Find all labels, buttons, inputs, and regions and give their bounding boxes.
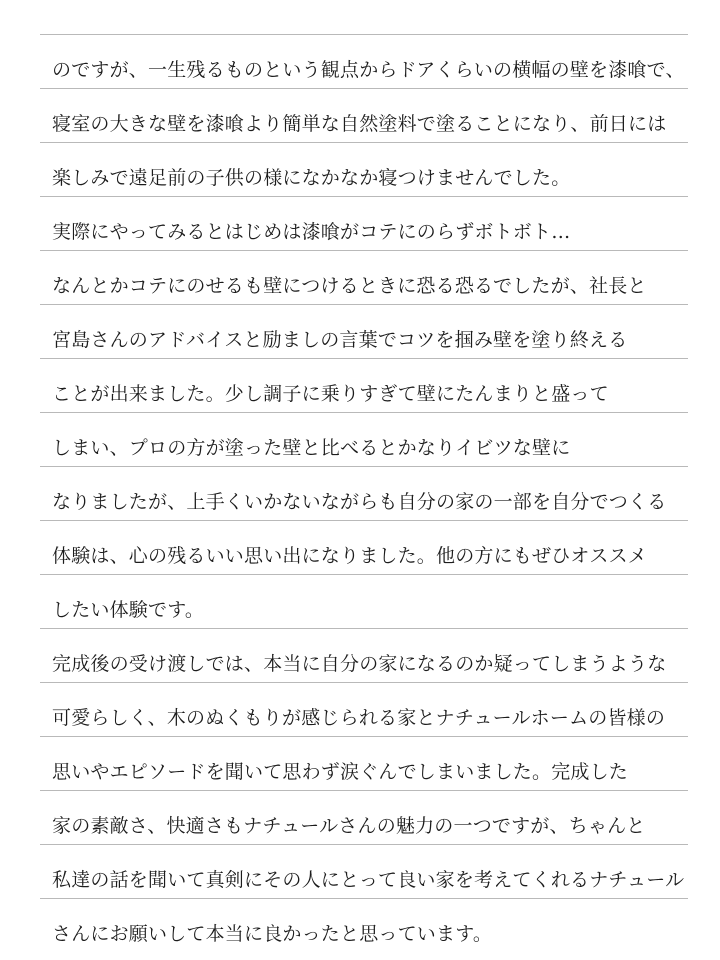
text-line: 私達の話を聞いて真剣にその人にとって良い家を考えてくれるナチュール: [52, 869, 685, 891]
text-line: 可愛らしく、木のぬくもりが感じられる家とナチュールホームの皆様の: [52, 707, 666, 729]
text-line: さんにお願いして本当に良かったと思っています。: [52, 923, 493, 945]
text-line: なんとかコテにのせるも壁につけるときに恐る恐るでしたが、社長と: [52, 275, 647, 297]
text-line: 家の素敵さ、快適さもナチュールさんの魅力の一つですが、ちゃんと: [52, 815, 646, 837]
text-line: 完成後の受け渡しでは、本当に自分の家になるのか疑ってしまうような: [52, 653, 667, 675]
text-line: なりましたが、上手くいかないながらも自分の家の一部を自分でつくる: [52, 491, 667, 513]
text-line: 思いやエピソードを聞いて思わず涙ぐんでしまいました。完成した: [52, 761, 629, 783]
text-line: 楽しみで遠足前の子供の様になかなか寝つけませんでした。: [52, 167, 571, 189]
text-line: しまい、プロの方が塗った壁と比べるとかなりイビツな壁に: [52, 437, 571, 459]
text-line: ことが出来ました。少し調子に乗りすぎて壁にたんまりと盛って: [52, 383, 609, 405]
text-line: のですが、一生残るものという観点からドアくらいの横幅の壁を漆喰で、: [52, 59, 685, 81]
text-line: 体験は、心の残るいい思い出になりました。他の方にもぜひオススメ: [52, 545, 648, 567]
text-line: 宮島さんのアドバイスと励ましの言葉でコツを掴み壁を塗り終える: [52, 329, 628, 351]
ruled-line: [40, 34, 688, 35]
text-line: したい体験です。: [52, 599, 205, 621]
text-line: 寝室の大きな壁を漆喰より簡単な自然塗料で塗ることになり、前日には: [52, 113, 667, 135]
text-line: 実際にやってみるとはじめは漆喰がコテにのらずボトボト…: [52, 221, 571, 243]
